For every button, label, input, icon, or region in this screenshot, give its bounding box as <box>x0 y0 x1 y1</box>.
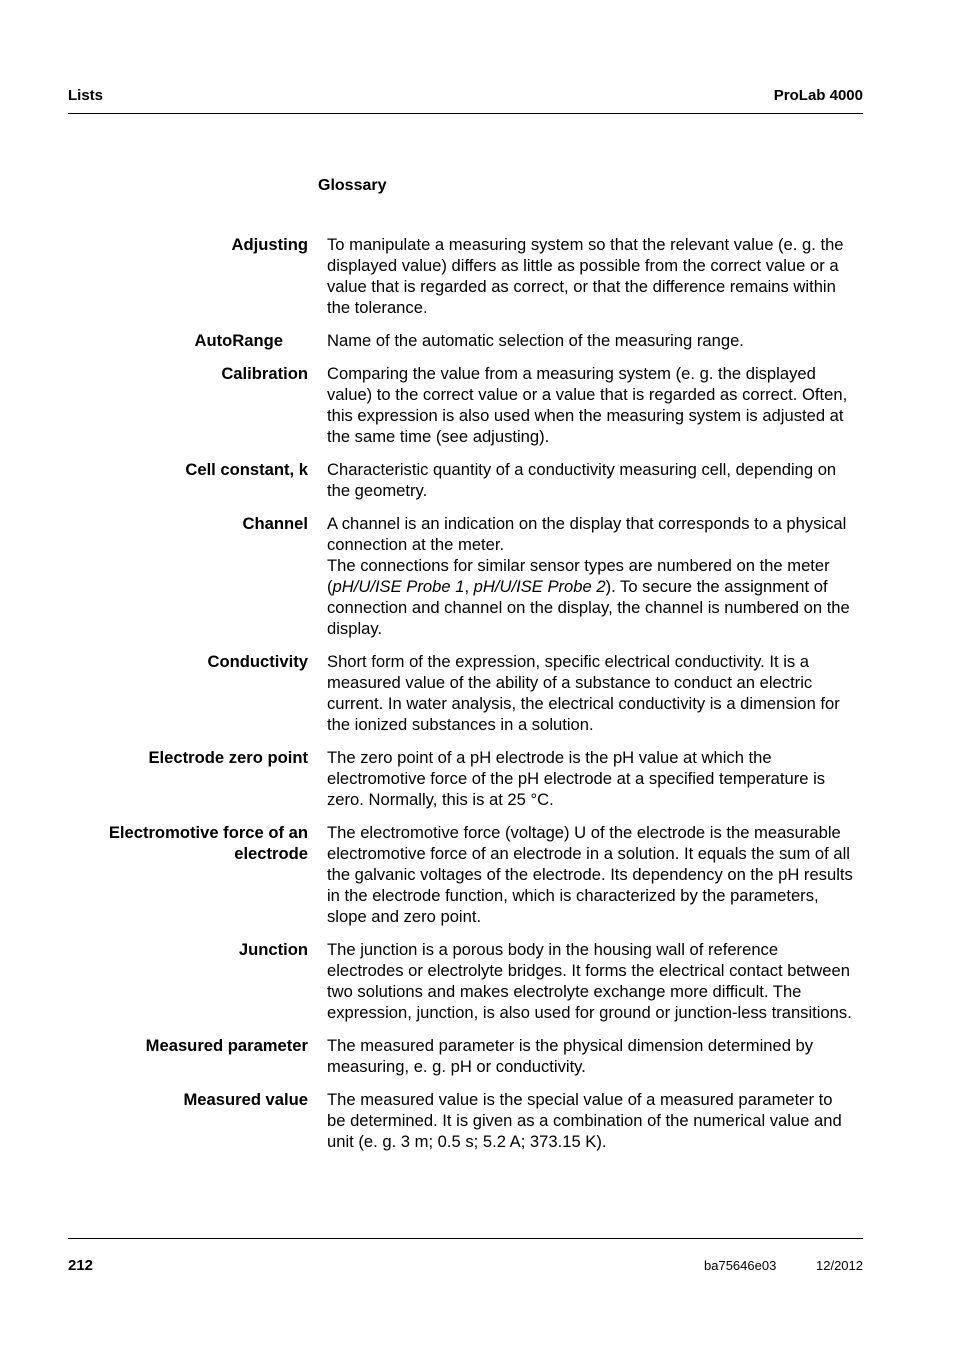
glossary-entry-conductivity <box>68 651 863 735</box>
glossary-definition: Comparing the value from a measuring system (e. g. the displayed value) to the correct value or a value that is regarded as correct. Often, this expression is also used when the measuring system is adjusted at the same time (see adjusting). <box>327 364 848 446</box>
glossary-term: Conductivity <box>207 652 308 671</box>
glossary-entry-autorange <box>68 330 863 351</box>
glossary-term: Adjusting <box>231 235 308 254</box>
glossary-definition <box>327 513 855 639</box>
glossary-entry-calibration <box>68 363 863 447</box>
header-section-name: Lists <box>68 87 104 104</box>
glossary-definition: To manipulate a measuring system so that the relevant value (e. g. the displayed value) differs as little as possible from the correct value or a value that is regarded as correct, or that the difference remains within the tolerance. <box>327 235 844 317</box>
glossary-term: Junction <box>238 940 308 959</box>
page-footer <box>68 1238 863 1278</box>
probe-name-2: pH/U/ISE Probe 2 <box>473 577 606 596</box>
glossary-term: Channel <box>242 514 308 533</box>
glossary-term: Calibration <box>221 364 308 383</box>
document-id: ba75646e03 <box>704 1258 777 1273</box>
page-number: 212 <box>68 1257 94 1274</box>
glossary-term: Measured parameter <box>145 1036 308 1055</box>
glossary-term: Electromotive force of an electrode <box>108 823 308 863</box>
definition-paragraph: A channel is an indication on the display that corresponds to a physical connection at the meter. <box>327 514 847 554</box>
glossary-definition: The junction is a porous body in the housing wall of reference electrodes or electrolyte bridges. It forms the electrical contact between two solutions and makes electrolyte exchange more difficult. The expression, junction, is also used for ground or junction-less transitions. <box>327 940 852 1022</box>
glossary-definition: Characteristic quantity of a conductivity measuring cell, depending on the geometry. <box>327 460 837 500</box>
glossary-term: AutoRange <box>194 331 283 350</box>
glossary-definition: The measured parameter is the physical dimension determined by measuring, e. g. pH or conductivity. <box>327 1036 814 1076</box>
section-title: Glossary <box>318 177 387 194</box>
glossary-definition: Short form of the expression, specific electrical conductivity. It is a measured value of the ability of a substance to conduct an electric current. In water analysis, the electrical conductivity is a dimension for the ionized substances in a solution. <box>327 652 840 734</box>
document-date: 12/2012 <box>816 1258 863 1273</box>
glossary-entry-electromotive-force <box>68 822 863 927</box>
glossary-term: Measured value <box>183 1090 308 1109</box>
glossary-entry-adjusting <box>68 234 863 318</box>
glossary-entry-cell-constant <box>68 459 863 501</box>
definition-text: , <box>464 577 474 596</box>
glossary-definition: The measured value is the special value of a measured parameter to be determined. It is given as a combination of the numerical value and unit (e. g. 3 m; 0.5 s; 5.2 A; 373.15 K). <box>327 1090 842 1151</box>
definition-text: ). To secure the assignment of connection and channel on the display, the channel is numbered on the display. <box>327 577 850 638</box>
glossary-entry-measured-parameter <box>68 1035 863 1077</box>
definition-paragraph <box>327 555 855 639</box>
page-header <box>68 86 863 114</box>
definition-text: The connections for similar sensor types are numbered on the meter ( <box>327 556 830 596</box>
glossary-list <box>68 234 863 1164</box>
glossary-definition: The electromotive force (voltage) U of the electrode is the measurable electromotive force of an electrode in a solution. It equals the sum of all the galvanic voltages of the electrode. Its dependency on the pH results in the electrode function, which is characterized by the parameters, slope and zero point. <box>327 823 853 926</box>
glossary-entry-measured-value <box>68 1089 863 1152</box>
header-product-name: ProLab 4000 <box>773 87 863 104</box>
glossary-definition: The zero point of a pH electrode is the pH value at which the electromotive force of the pH electrode at a specified temperature is zero. Normally, this is at 25 °C. <box>327 748 826 809</box>
probe-name-1: pH/U/ISE Probe 1 <box>332 577 465 596</box>
glossary-term: Cell constant, k <box>185 460 308 479</box>
glossary-definition: Name of the automatic selection of the measuring range. <box>327 331 744 350</box>
glossary-entry-electrode-zero-point <box>68 747 863 810</box>
glossary-entry-junction <box>68 939 863 1023</box>
glossary-term: Electrode zero point <box>148 748 308 767</box>
glossary-entry-channel <box>68 513 863 639</box>
